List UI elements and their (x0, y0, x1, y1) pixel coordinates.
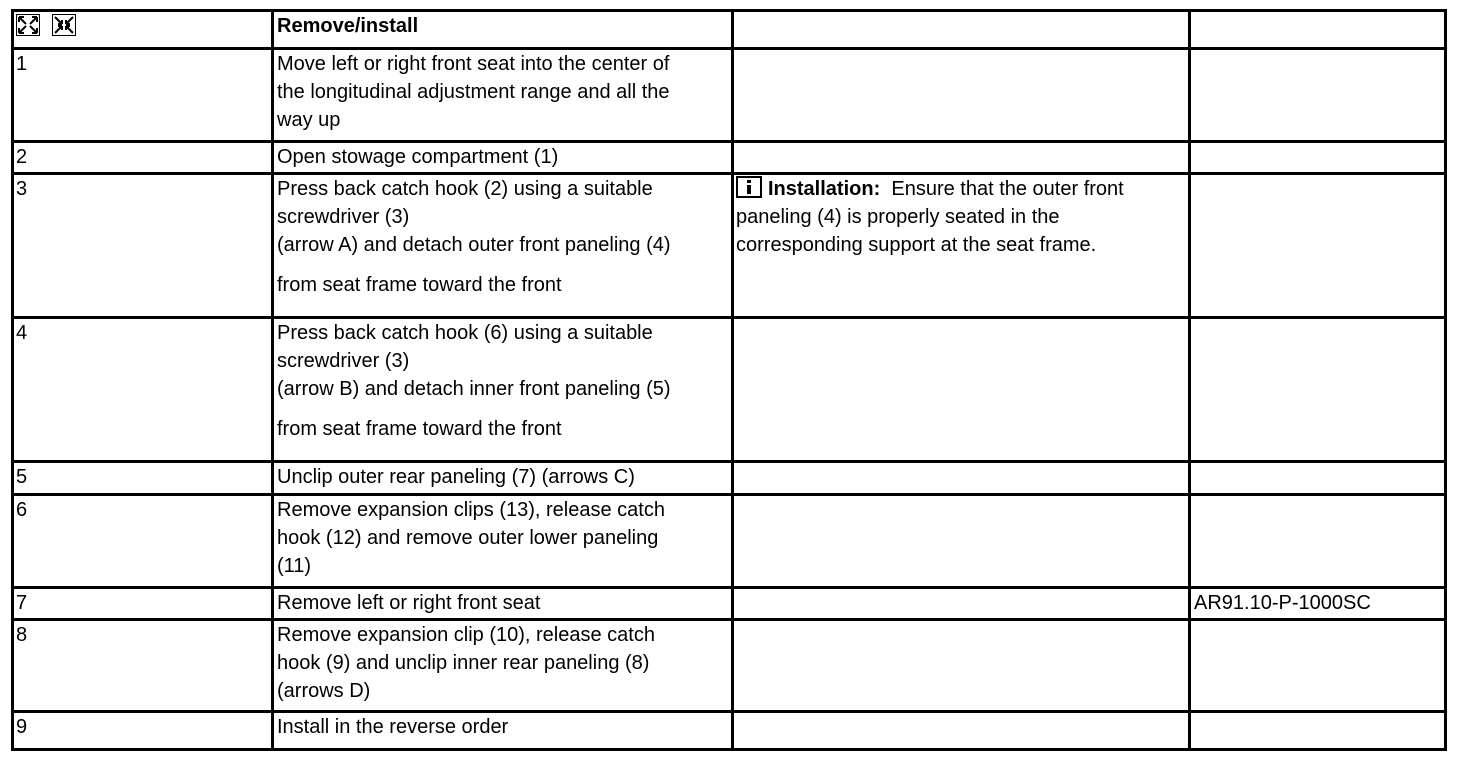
step-note (733, 142, 1190, 174)
header-row (13, 11, 1446, 49)
expand-arrows-icon[interactable] (16, 14, 40, 36)
step-reference (1190, 712, 1446, 750)
step-number: 6 (13, 495, 273, 588)
procedure-table (11, 9, 1447, 751)
step-reference (1190, 495, 1446, 588)
step-reference (1190, 620, 1446, 712)
step-number: 4 (13, 318, 273, 462)
step-instruction: Open stowage compartment (1) (273, 142, 733, 174)
step-number: 2 (13, 142, 273, 174)
step-note (733, 462, 1190, 495)
table-row (13, 712, 1446, 750)
table-row (13, 495, 1446, 588)
header-title: Remove/install (273, 11, 733, 49)
step-note (733, 620, 1190, 712)
step-instruction: Press back catch hook (6) using a suitable screwdriver (3) (arrow B) and detach inner front paneling (5) from seat frame toward the front (273, 318, 733, 462)
step-reference-link[interactable]: AR91.10-P-1000SC (1190, 588, 1446, 620)
step-instruction: Press back catch hook (2) using a suitable screwdriver (3) (arrow A) and detach outer front paneling (4) from seat frame toward the front (273, 174, 733, 318)
step-number: 8 (13, 620, 273, 712)
step-note (733, 588, 1190, 620)
step-note (733, 49, 1190, 142)
step-instruction: Remove left or right front seat (273, 588, 733, 620)
info-icon (736, 176, 762, 198)
table-row (13, 620, 1446, 712)
step-number: 5 (13, 462, 273, 495)
step-reference (1190, 49, 1446, 142)
table-row (13, 174, 1446, 318)
table-row (13, 588, 1446, 620)
step-instruction: Install in the reverse order (273, 712, 733, 750)
step-instruction: Move left or right front seat into the center of the longitudinal adjustment range and all the way up (273, 49, 733, 142)
header-notes-cell (733, 11, 1190, 49)
installation-note: Installation: Ensure that the outer front paneling (4) is properly seated in the corresponding support at the seat frame. (733, 174, 1190, 318)
step-reference (1190, 462, 1446, 495)
table-row (13, 318, 1446, 462)
step-number: 1 (13, 49, 273, 142)
header-icons-cell (13, 11, 273, 49)
step-number: 7 (13, 588, 273, 620)
installation-label: Installation: (768, 178, 881, 200)
table-row (13, 142, 1446, 174)
step-note (733, 712, 1190, 750)
step-reference (1190, 174, 1446, 318)
step-instruction: Remove expansion clip (10), release catch hook (9) and unclip inner rear paneling (8) (arrows D) (273, 620, 733, 712)
step-instruction: Unclip outer rear paneling (7) (arrows C) (273, 462, 733, 495)
header-ref-cell (1190, 11, 1446, 49)
step-instruction: Remove expansion clips (13), release catch hook (12) and remove outer lower paneling (11) (273, 495, 733, 588)
collapse-arrows-icon[interactable] (52, 14, 76, 36)
step-note (733, 495, 1190, 588)
table-row (13, 462, 1446, 495)
step-number: 3 (13, 174, 273, 318)
step-note (733, 318, 1190, 462)
step-reference (1190, 142, 1446, 174)
step-number: 9 (13, 712, 273, 750)
table-row (13, 49, 1446, 142)
step-reference (1190, 318, 1446, 462)
